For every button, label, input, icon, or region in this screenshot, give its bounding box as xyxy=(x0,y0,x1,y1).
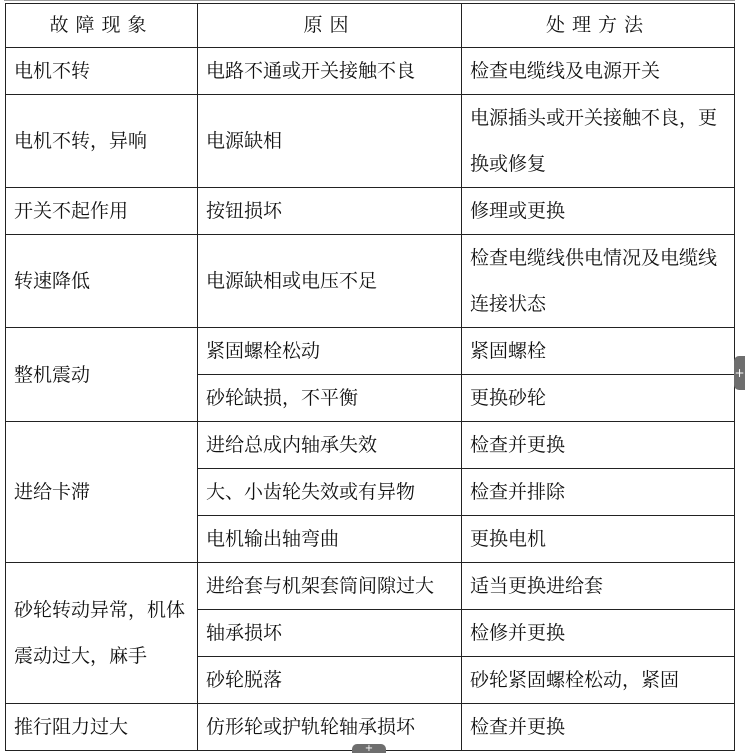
cause-cell: 砂轮脱落 xyxy=(198,657,462,704)
header-phenomenon: 故障现象 xyxy=(6,4,198,48)
cause-cell: 进给套与机架套筒间隙过大 xyxy=(198,563,462,610)
table-row xyxy=(6,235,735,328)
cause-cell: 轴承损坏 xyxy=(198,610,462,657)
add-column-handle[interactable]: + xyxy=(734,356,745,390)
table-row xyxy=(6,328,735,375)
cause-cell: 电机输出轴弯曲 xyxy=(198,516,462,563)
cause-cell: 按钮损坏 xyxy=(198,188,462,235)
solution-cell: 检查电缆线及电源开关 xyxy=(462,48,735,95)
cause-cell: 电源缺相或电压不足 xyxy=(198,235,462,328)
table-row xyxy=(6,422,735,469)
cause-cell: 电路不通或开关接触不良 xyxy=(198,48,462,95)
phenomenon-cell: 转速降低 xyxy=(6,235,198,328)
add-row-handle[interactable]: + xyxy=(352,744,386,753)
solution-cell: 检查并排除 xyxy=(462,469,735,516)
phenomenon-cell: 推行阻力过大 xyxy=(6,704,198,751)
solution-cell: 更换电机 xyxy=(462,516,735,563)
solution-cell: 检修并更换 xyxy=(462,610,735,657)
header-cause: 原因 xyxy=(198,4,462,48)
table-row xyxy=(6,188,735,235)
solution-cell: 修理或更换 xyxy=(462,188,735,235)
fault-table xyxy=(5,3,735,751)
phenomenon-cell: 进给卡滞 xyxy=(6,422,198,563)
cause-cell: 电源缺相 xyxy=(198,95,462,188)
solution-cell: 检查并更换 xyxy=(462,422,735,469)
header-solution: 处理方法 xyxy=(462,4,735,48)
phenomenon-cell: 电机不转 xyxy=(6,48,198,95)
phenomenon-cell: 电机不转，异响 xyxy=(6,95,198,188)
cause-cell: 进给总成内轴承失效 xyxy=(198,422,462,469)
table-row xyxy=(6,563,735,610)
top-rule xyxy=(4,0,735,1)
phenomenon-cell: 整机震动 xyxy=(6,328,198,422)
solution-cell: 检查并更换 xyxy=(462,704,735,751)
solution-cell: 砂轮紧固螺栓松动，紧固 xyxy=(462,657,735,704)
cause-cell: 仿形轮或护轨轮轴承损坏 xyxy=(198,704,462,751)
solution-cell: 适当更换进给套 xyxy=(462,563,735,610)
table-header-row xyxy=(6,4,735,48)
table-row xyxy=(6,95,735,188)
solution-cell: 更换砂轮 xyxy=(462,375,735,422)
table-row xyxy=(6,48,735,95)
cause-cell: 砂轮缺损，不平衡 xyxy=(198,375,462,422)
solution-cell: 检查电缆线供电情况及电缆线连接状态 xyxy=(462,235,735,328)
phenomenon-cell: 开关不起作用 xyxy=(6,188,198,235)
phenomenon-cell: 砂轮转动异常，机体震动过大，麻手 xyxy=(6,563,198,704)
cause-cell: 紧固螺栓松动 xyxy=(198,328,462,375)
cause-cell: 大、小齿轮失效或有异物 xyxy=(198,469,462,516)
solution-cell: 紧固螺栓 xyxy=(462,328,735,375)
solution-cell: 电源插头或开关接触不良，更换或修复 xyxy=(462,95,735,188)
